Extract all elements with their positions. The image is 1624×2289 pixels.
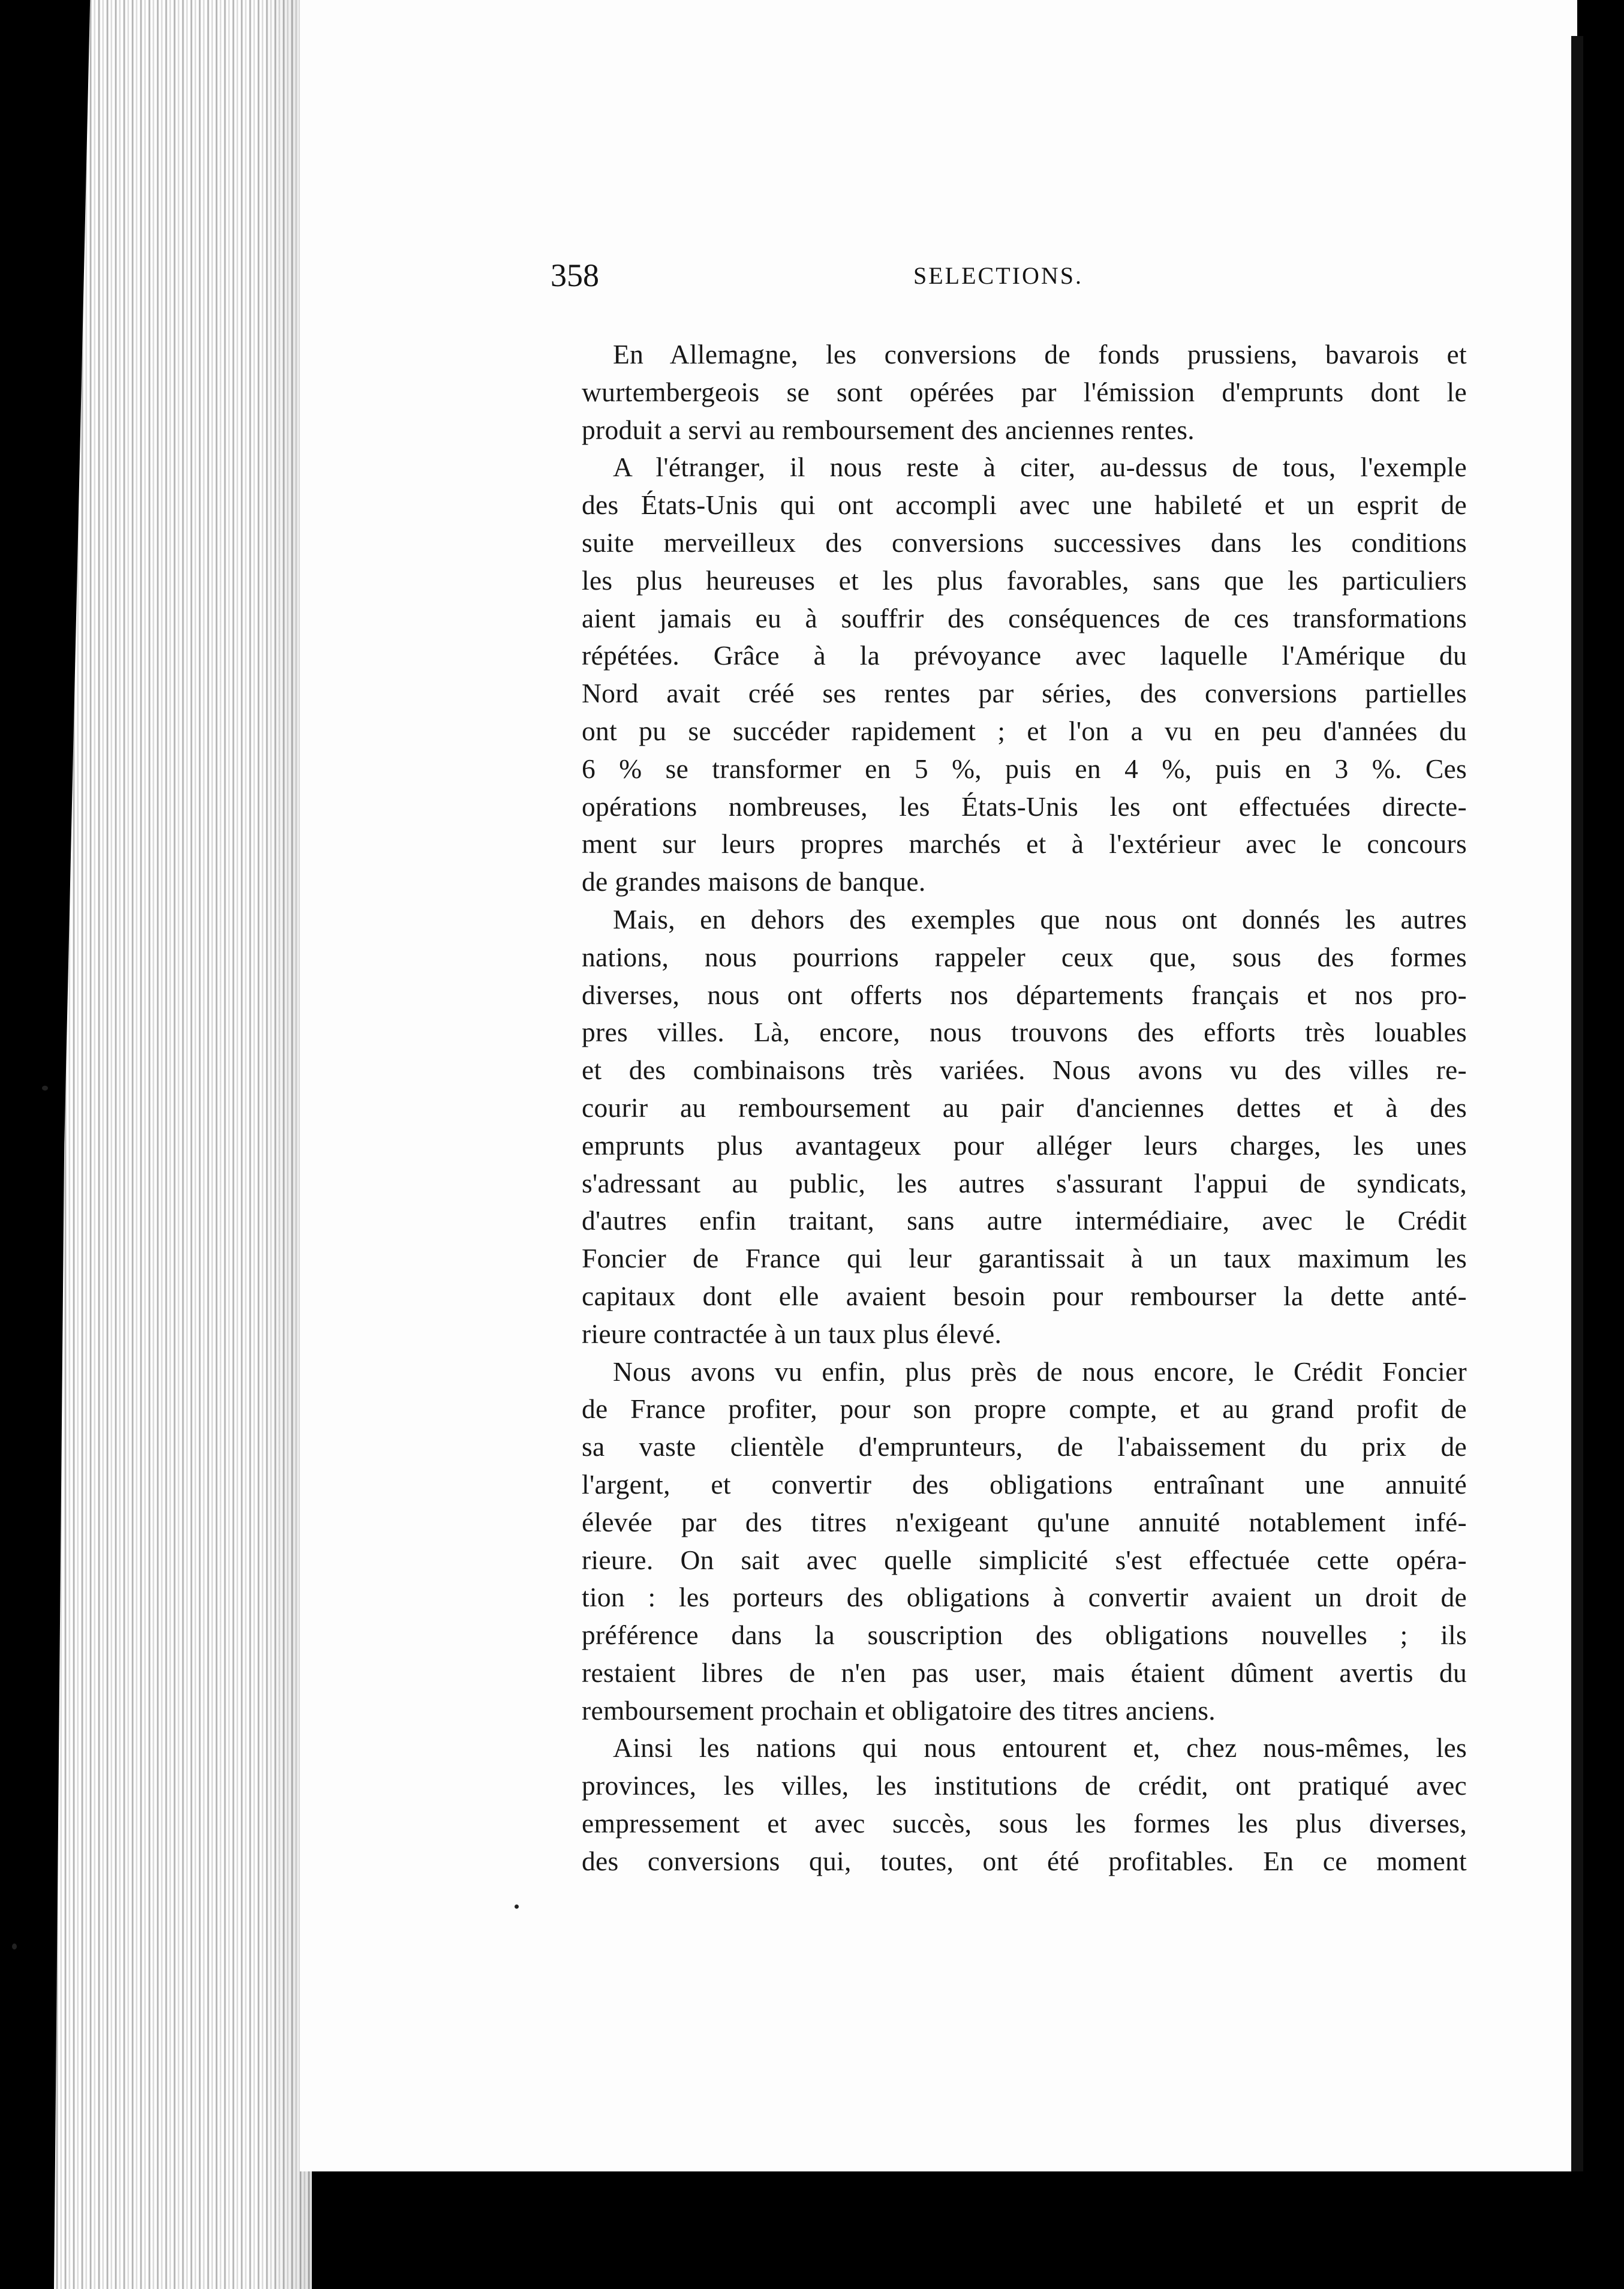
text-line: rieure contractée à un taux plus élevé. <box>582 1318 1002 1349</box>
text-line: et des combinaisons très variées. Nous avons vu des villes re- <box>582 1055 1467 1086</box>
paragraph-5 <box>551 1729 1467 1880</box>
text-line: provinces, les villes, les institutions de crédit, ont pratiqué avec <box>582 1770 1467 1801</box>
text-line: remboursement prochain et obligatoire des titres anciens. <box>582 1695 1216 1726</box>
text-line: wurtembergeois se sont opérées par l'émission d'emprunts dont le <box>582 376 1467 407</box>
text-line: Nous avons vu enfin, plus près de nous encore, le Crédit Foncier <box>613 1356 1467 1387</box>
text-line: préférence dans la souscription des obligations nouvelles ; ils <box>582 1620 1467 1651</box>
text-line: d'autres enfin traitant, sans autre intermédiaire, avec le Crédit <box>582 1205 1467 1236</box>
body-text <box>551 336 1467 1881</box>
paragraph-3 <box>551 901 1467 1353</box>
text-line: s'adressant au public, les autres s'assurant l'appui de syndicats, <box>582 1167 1467 1198</box>
text-line: Foncier de France qui leur garantissait à un taux maximum les <box>582 1243 1467 1274</box>
text-line: de grandes maisons de banque. <box>582 866 926 897</box>
text-line: Mais, en dehors des exemples que nous ont donnés les autres <box>613 903 1467 935</box>
ink-speck <box>515 1905 519 1909</box>
page-number: 358 <box>551 257 599 293</box>
text-line: courir au remboursement au pair d'anciennes dettes et à des <box>582 1092 1467 1123</box>
text-line: Nord avait créé ses rentes par séries, des conversions partielles <box>582 678 1467 709</box>
text-line: les plus heureuses et les plus favorables, sans que les particuliers <box>582 564 1467 596</box>
text-line: sa vaste clientèle d'emprunteurs, de l'abaissement du prix de <box>582 1431 1467 1462</box>
text-line: restaient libres de n'en pas user, mais étaient dûment avertis du <box>582 1657 1467 1688</box>
text-line: emprunts plus avantageux pour alléger leurs charges, les unes <box>582 1130 1467 1161</box>
text-line: suite merveilleux des conversions successives dans les conditions <box>582 527 1467 558</box>
text-line: répétées. Grâce à la prévoyance avec laquelle l'Amérique du <box>582 640 1467 671</box>
page-header <box>551 257 1467 305</box>
text-line: rieure. On sait avec quelle simplicité s'est effectuée cette opéra- <box>582 1544 1467 1575</box>
text-line: l'argent, et convertir des obligations entraînant une annuité <box>582 1468 1467 1500</box>
text-line: capitaux dont elle avaient besoin pour rembourser la dette anté- <box>582 1280 1467 1311</box>
text-line: des États-Unis qui ont accompli avec une habileté et un esprit de <box>582 489 1467 521</box>
text-line: ment sur leurs propres marchés et à l'extérieur avec le concours <box>582 828 1467 860</box>
paragraph-4 <box>551 1353 1467 1730</box>
text-line: pres villes. Là, encore, nous trouvons des efforts très louables <box>582 1017 1467 1048</box>
text-line: diverses, nous ont offerts nos départements français et nos pro- <box>582 979 1467 1010</box>
paragraph-2 <box>551 449 1467 901</box>
text-line: 6 % se transformer en 5 %, puis en 4 %, puis en 3 %. Ces <box>582 753 1467 784</box>
paragraph-1 <box>551 336 1467 449</box>
page-right-edge <box>1571 36 1583 2171</box>
text-line: ont pu se succéder rapidement ; et l'on a vu en peu d'années du <box>582 715 1467 746</box>
text-line: A l'étranger, il nous reste à citer, au-dessus de tous, l'exemple <box>613 452 1467 483</box>
ink-speck <box>42 1086 48 1091</box>
text-line: Ainsi les nations qui nous entourent et, chez nous-mêmes, les <box>613 1732 1467 1764</box>
text-line: empressement et avec succès, sous les formes les plus diverses, <box>582 1808 1467 1839</box>
text-line: opérations nombreuses, les États-Unis les ont effectuées directe- <box>582 791 1467 822</box>
text-line: de France profiter, pour son propre compte, et au grand profit de <box>582 1393 1467 1425</box>
text-line: des conversions qui, toutes, ont été profitables. En ce moment <box>582 1845 1467 1876</box>
ink-speck <box>12 1943 17 1949</box>
text-line: aient jamais eu à souffrir des conséquences de ces transformations <box>582 602 1467 633</box>
text-line: nations, nous pourrions rappeler ceux que, sous des formes <box>582 941 1467 972</box>
text-line: produit a servi au remboursement des anciennes rentes. <box>582 414 1195 445</box>
text-line: En Allemagne, les conversions de fonds prussiens, bavarois et <box>613 339 1467 370</box>
running-head: SELECTIONS. <box>913 262 1083 289</box>
text-line: élevée par des titres n'exigeant qu'une annuité notablement infé- <box>582 1506 1467 1537</box>
text-line: tion : les porteurs des obligations à convertir avaient un droit de <box>582 1582 1467 1613</box>
